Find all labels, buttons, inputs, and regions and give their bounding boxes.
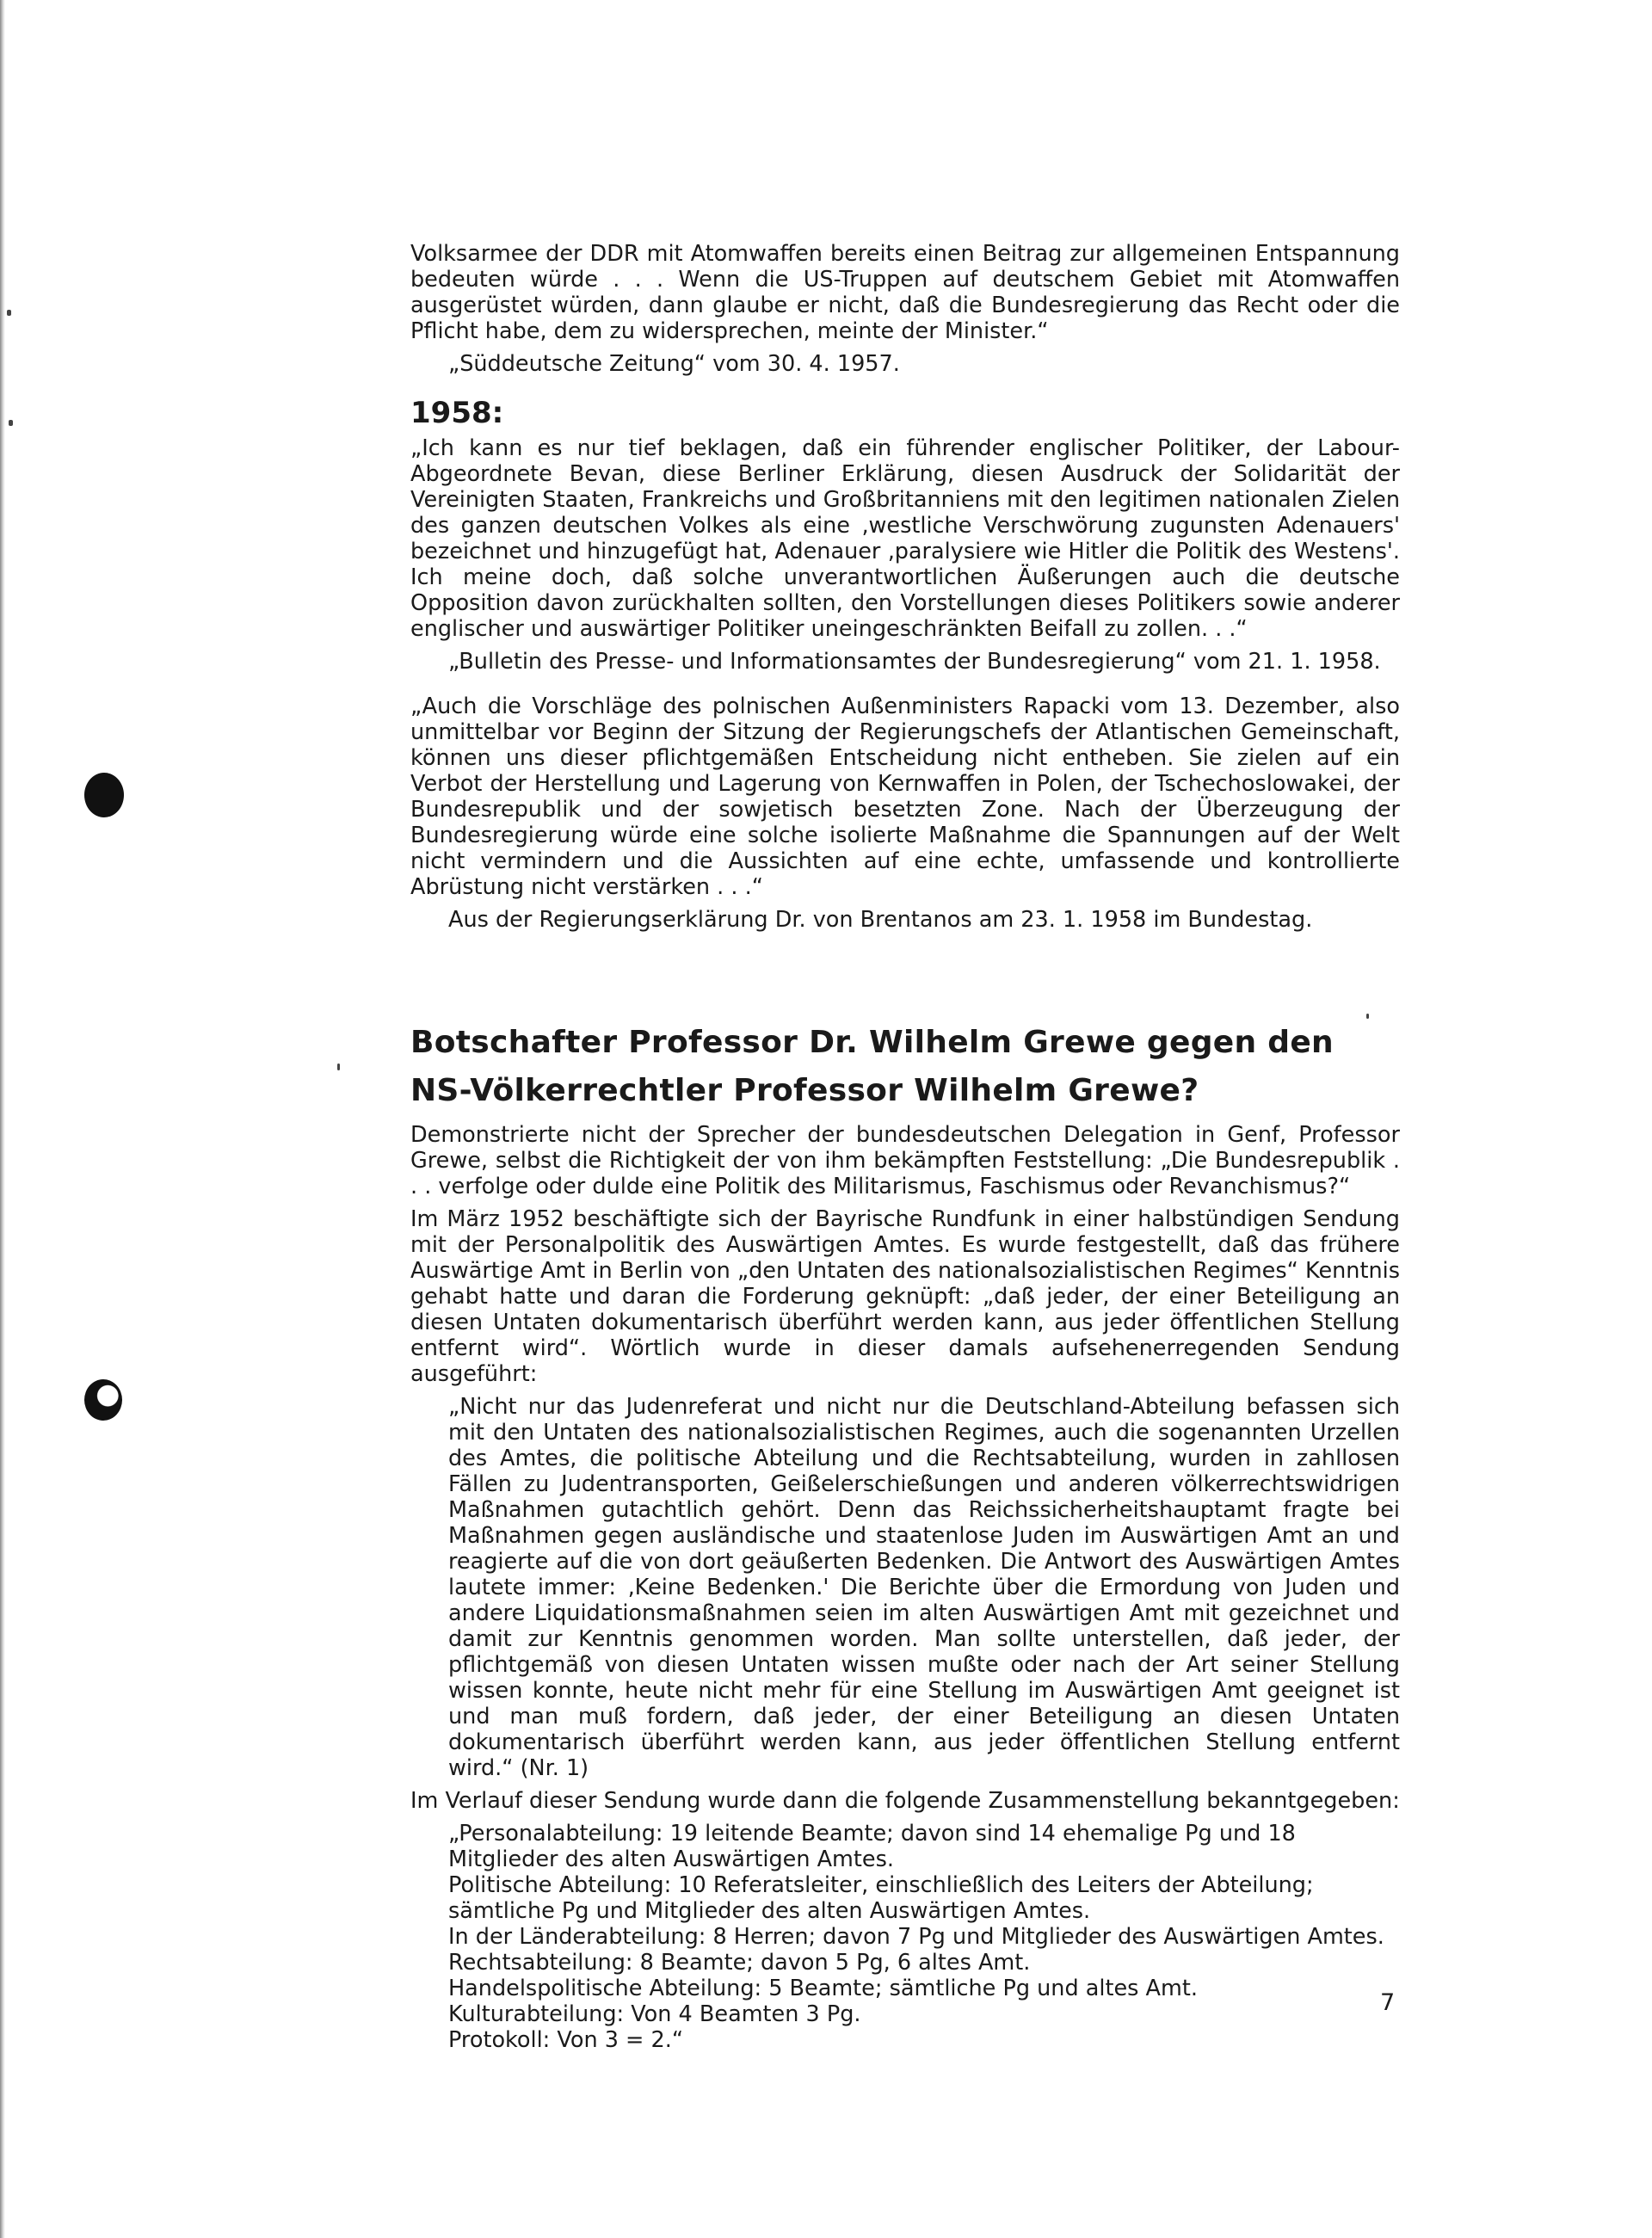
body-paragraph: Im Verlauf dieser Sendung wurde dann die folgende Zusammenstellung bekanntgegeben: [410,1788,1400,1814]
section-heading-line-1: Botschafter Professor Dr. Wilhelm Grewe gegen den [410,1025,1334,1060]
source-citation: Aus der Regierungserklärung Dr. von Brentanos am 23. 1. 1958 im Bundestag. [448,907,1313,933]
staff-list [410,1821,1400,2053]
section-heading-line-2: NS-Völkerrechtler Professor Wilhelm Grewe? [410,1073,1199,1108]
source-citation: „Süddeutsche Zeitung“ vom 30. 4. 1957. [448,351,900,377]
quote-paragraph: „Auch die Vorschläge des polnischen Außenministers Rapacki vom 13. Dezember, also unmittelbar vor Beginn der Sitzung der Regierungschefs der Atlantischen Gemeinschaft, können uns dieser pflichtgemäßen Entscheidung nicht entheben. Sie zielen auf ein Verbot der Herstellung und Lagerung von Kernwaffen in Polen, der Tschechoslowakei, der Bundesrepublik und der sowjetisch besetzten Zone. Nach der Überzeugung der Bundesregierung würde eine solche isolierte Maßnahme die Spannungen auf der Welt nicht vermindern und die Aussichten auf eine echte, umfassende und kontrollierte Abrüstung nicht verstärken . . .“ [410,694,1400,900]
scan-speck [9,420,13,426]
quote-paragraph: „Ich kann es nur tief beklagen, daß ein führender englischer Politiker, der Labour-Abgeordnete Bevan, diese Berliner Erklärung, diesen Ausdruck der Solidarität der Vereinigten Staaten, Frankreichs und Großbritanniens mit den legitimen nationalen Zielen des ganzen deutschen Volkes als eine ‚westliche Verschwörung zugunsten Adenauers' bezeichnet und hinzugefügt hat, Adenauer ‚paralysiere wie Hitler die Politik des Westens'. Ich meine doch, daß solche unverantwortlichen Äußerungen auch die deutsche Opposition davon zurückhalten sollten, den Vorstellungen dieses Politikers sowie anderer englischer und auswärtiger Politiker uneingeschränkten Beifall zu zollen. . .“ [410,435,1400,642]
punch-hole [84,1379,122,1421]
document-body [410,241,1400,2053]
list-item: Rechtsabteilung: 8 Beamte; davon 5 Pg, 6 altes Amt. [448,1950,1031,1976]
scan-speck [337,1064,340,1070]
quote-continuation: Volksarmee der DDR mit Atomwaffen bereits einen Beitrag zur allgemeinen Entspannung bedeuten würde . . . Wenn die US-Truppen auf deutschem Gebiet mit Atomwaffen ausgerüstet würden, dann glaube er nicht, daß die Bundesregierung das Recht oder die Pflicht habe, dem zu widersprechen, meinte der Minister.“ [410,241,1400,344]
body-paragraph: Demonstrierte nicht der Sprecher der bundesdeutschen Delegation in Genf, Professor Grewe, selbst die Richtigkeit der von ihm bekämpften Feststellung: „Die Bundesrepublik . . . verfolge oder dulde eine Politik des Militarismus, Faschismus oder Revanchismus?“ [410,1122,1400,1199]
list-item: Handelspolitische Abteilung: 5 Beamte; sämtliche Pg und altes Amt. [448,1976,1198,2001]
list-item: Protokoll: Von 3 = 2.“ [448,2027,684,2053]
list-item: Politische Abteilung: 10 Referatsleiter, einschließlich des Leiters der Abteilung; sämtliche Pg und Mitglieder des alten Auswärtigen Amtes. [448,1872,1314,1924]
year-heading: 1958: [410,396,504,430]
page-number: 7 [1380,1989,1396,2016]
body-paragraph: Im März 1952 beschäftigte sich der Bayrische Rundfunk in einer halbstündigen Sendung mit der Personalpolitik des Auswärtigen Amtes. Es wurde festgestellt, daß das frühere Auswärtige Amt in Berlin von „den Untaten des nationalsozialistischen Regimes“ Kenntnis gehabt hatte und daran die Forderung geknüpft: „daß jeder, der einer Beteiligung an diesen Untaten dokumentarisch überführt werden kann, aus jeder öffentlichen Stellung entfernt wird“. Wörtlich wurde in dieser damals aufsehenerregenden Sendung ausgeführt: [410,1206,1400,1387]
punch-hole [84,773,124,817]
scan-left-edge [0,0,5,2238]
list-item: „Personalabteilung: 19 leitende Beamte; davon sind 14 ehemalige Pg und 18 Mitglieder des alten Auswärtigen Amtes. [448,1821,1296,1872]
source-citation: „Bulletin des Presse- und Informationsamtes der Bundesregierung“ vom 21. 1. 1958. [448,649,1381,675]
list-item: Kulturabteilung: Von 4 Beamten 3 Pg. [448,2001,861,2027]
section-heading [410,1019,1400,1115]
scan-speck [7,310,11,316]
list-item: In der Länderabteilung: 8 Herren; davon 7 Pg und Mitglieder des Auswärtigen Amtes. [448,1924,1384,1950]
block-quote: „Nicht nur das Judenreferat und nicht nur die Deutschland-Abteilung befassen sich mit den Untaten des nationalsozialistischen Regimes, auch die sogenannten Urzellen des Amtes, die politische Abteilung und die Rechtsabteilung, wurden in zahllosen Fällen zu Judentransporten, Geißelerschießungen und anderen völkerrechtswidrigen Maßnahmen gutachtlich gehört. Denn das Reichssicherheitshauptamt fragte bei Maßnahmen gegen ausländische und staatenlose Juden im Auswärtigen Amt an und reagierte auf die von dort geäußerten Bedenken. Die Antwort des Auswärtigen Amtes lautete immer: ‚Keine Bedenken.' Die Berichte über die Ermordung von Juden und andere Liquidationsmaßnahmen seien im alten Auswärtigen Amt mit gezeichnet und damit zur Kenntnis genommen worden. Man sollte unterstellen, daß jeder, der pflichtgemäß von diesen Untaten wissen mußte oder nach der Art seiner Stellung wissen konnte, heute nicht mehr für eine Stellung im Auswärtigen Amt geeignet ist und man muß fordern, daß jeder, der einer Beteiligung an diesen Untaten dokumentarisch überführt werden kann, aus jeder öffentlichen Stellung entfernt wird.“ (Nr. 1) [448,1394,1400,1781]
